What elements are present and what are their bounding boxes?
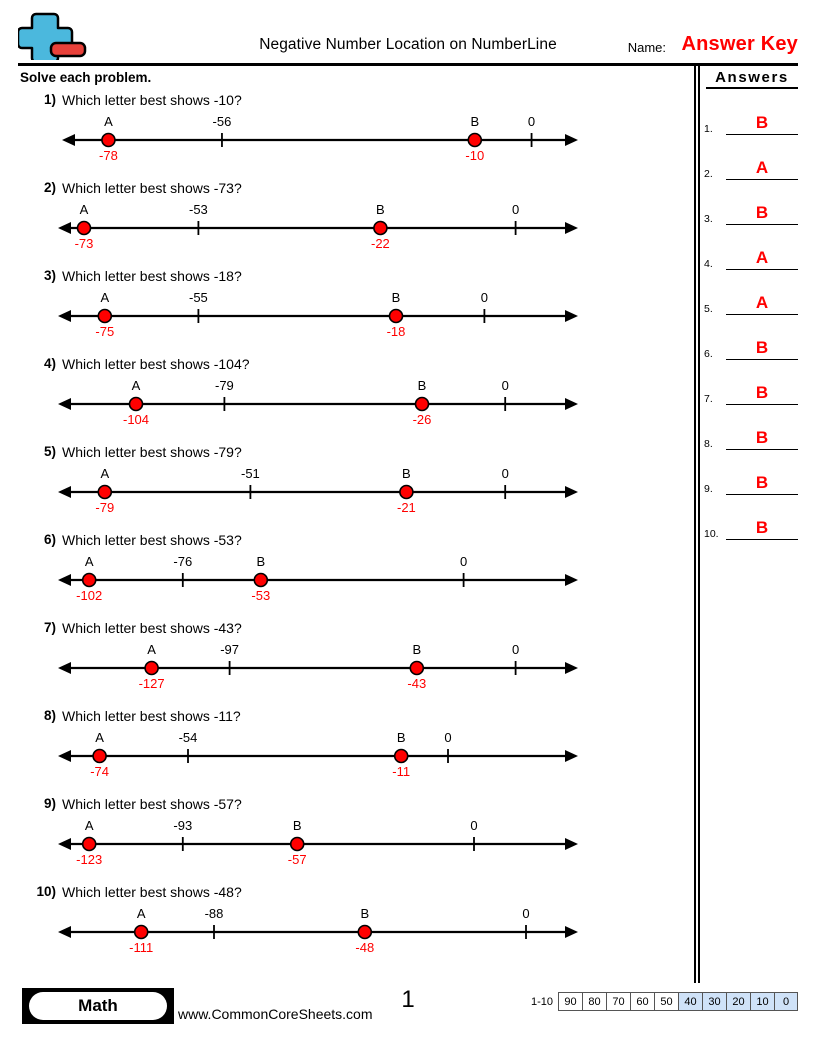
problem-item (0, 444, 690, 532)
number-line-point-label: B (396, 730, 406, 745)
number-line-point-value: -78 (99, 148, 118, 163)
number-line-point-value: -53 (251, 588, 271, 603)
score-scale-box: 70 (606, 992, 630, 1011)
problem-item (0, 356, 690, 444)
number-line-point-label: A (95, 730, 104, 745)
number-line-tick-label: 0 (527, 114, 536, 129)
answer-value: B (755, 383, 769, 402)
score-scale-box: 10 (750, 992, 774, 1011)
number-line-tick-label: -54 (178, 730, 198, 745)
answer-index: 3. (704, 213, 713, 225)
number-line (0, 378, 690, 438)
answer-index: 2. (704, 168, 713, 180)
problem-header (0, 532, 690, 554)
number-line-tick-label: -53 (188, 202, 208, 217)
number-line-tick-label: -56 (212, 114, 232, 129)
problem-number: 7) (43, 620, 56, 635)
number-line-point-label: B (360, 906, 370, 921)
problem-item (0, 92, 690, 180)
number-line-point-label: A (84, 818, 94, 833)
number-line-point-label: A (131, 378, 141, 393)
number-line-axis (0, 818, 690, 878)
problem-item (0, 620, 690, 708)
answer-index: 1. (704, 123, 713, 135)
number-line-tick-label: -79 (214, 378, 234, 393)
number-line-point-value: -22 (370, 236, 390, 251)
number-line-tick-label: -55 (188, 290, 208, 305)
number-line-tick-label: -51 (240, 466, 260, 481)
problem-number: 1) (43, 92, 56, 107)
answer-key-label: Answer Key (681, 33, 798, 55)
score-scale-box: 90 (558, 992, 582, 1011)
answer-index: 5. (704, 303, 713, 315)
score-scale-box: 30 (702, 992, 726, 1011)
number-line-tick-label: 0 (470, 818, 478, 833)
number-line-axis (0, 642, 690, 702)
answer-row (704, 465, 798, 495)
problem-item (0, 180, 690, 268)
number-line-point-value: -127 (138, 676, 165, 691)
number-line-point-value: -48 (355, 940, 375, 955)
number-line-axis (0, 378, 690, 438)
number-line-point-label: B (412, 642, 422, 657)
problem-item (0, 708, 690, 796)
number-line-tick-label: 0 (480, 290, 489, 305)
number-line (0, 114, 690, 174)
answers-title: Answers (706, 69, 798, 89)
number-line-tick-label: 0 (522, 906, 530, 921)
number-line-point-label: B (256, 554, 266, 569)
number-line-point-value: -73 (74, 236, 94, 251)
number-line (0, 642, 690, 702)
page-footer (0, 988, 816, 1056)
number-line-tick-label: 0 (501, 466, 509, 481)
answer-value: B (755, 428, 769, 447)
answer-row (704, 150, 798, 180)
number-line-axis (0, 906, 690, 966)
answer-index: 8. (704, 438, 713, 450)
problem-header (0, 180, 690, 202)
answer-value: A (755, 248, 769, 267)
answer-row (704, 375, 798, 405)
problem-number: 5) (43, 444, 56, 459)
problem-question: Which letter best shows -53? (62, 532, 242, 548)
answer-index: 4. (704, 258, 713, 270)
problem-number: 9) (43, 796, 56, 811)
answer-value: B (755, 203, 769, 222)
number-line-point-label: B (391, 290, 401, 305)
number-line-tick-label: 0 (511, 202, 520, 217)
number-line (0, 202, 690, 262)
problem-number: 8) (43, 708, 56, 723)
number-line-point-value: -10 (465, 148, 485, 163)
score-scale-label: 1-10 (530, 995, 553, 1008)
answer-row (704, 105, 798, 135)
answer-row (704, 510, 798, 540)
number-line (0, 906, 690, 966)
number-line-point-label: A (84, 554, 94, 569)
number-line-point-value: -21 (396, 500, 416, 515)
page-title: Negative Number Location on NumberLine (259, 36, 557, 53)
problem-question: Which letter best shows -73? (62, 180, 242, 196)
answer-value: B (755, 338, 769, 357)
problem-question: Which letter best shows -57? (62, 796, 242, 812)
number-line (0, 730, 690, 790)
problem-number: 4) (43, 356, 56, 371)
number-line-point-value: -75 (95, 324, 115, 339)
answer-row (704, 240, 798, 270)
page-number: 1 (401, 986, 415, 1013)
answers-divider-inner (698, 63, 700, 983)
problem-question: Which letter best shows -104? (62, 356, 250, 372)
problem-header (0, 268, 690, 290)
name-label: Name: (627, 40, 666, 55)
answer-row (704, 195, 798, 225)
number-line-point-label: A (136, 906, 146, 921)
number-line (0, 466, 690, 526)
problem-header (0, 708, 690, 730)
subject-badge-label: Math (29, 992, 167, 1020)
number-line-point-label: A (104, 114, 113, 129)
problem-number: 3) (43, 268, 56, 283)
number-line-point-label: B (470, 114, 480, 129)
problem-header (0, 884, 690, 906)
problem-question: Which letter best shows -11? (62, 708, 241, 724)
answer-value: A (755, 293, 769, 312)
problem-item (0, 884, 690, 972)
number-line-tick-label: 0 (444, 730, 452, 745)
number-line-tick-label: 0 (459, 554, 468, 569)
number-line-point-label: A (147, 642, 156, 657)
number-line-point-label: B (376, 202, 385, 217)
number-line-point-label: A (100, 290, 110, 305)
number-line-tick-label: 0 (511, 642, 520, 657)
answer-index: 9. (704, 483, 713, 495)
number-line-tick-label: -76 (173, 554, 193, 569)
answer-value: A (755, 158, 769, 177)
score-scale-box: 50 (654, 992, 678, 1011)
number-line (0, 554, 690, 614)
number-line-tick-label: 0 (501, 378, 509, 393)
number-line-axis (0, 202, 690, 262)
problem-question: Which letter best shows -48? (62, 884, 242, 900)
problem-list (0, 92, 690, 972)
number-line (0, 818, 690, 878)
number-line-point-value: -57 (287, 852, 307, 867)
problem-question: Which letter best shows -18? (62, 268, 242, 284)
number-line-tick-label: -97 (220, 642, 239, 657)
answer-row (704, 285, 798, 315)
problem-header (0, 444, 690, 466)
number-line-point-label: A (79, 202, 89, 217)
number-line-point-label: B (402, 466, 411, 481)
number-line-point-value: -111 (129, 940, 154, 955)
answer-value: B (755, 518, 769, 537)
problem-header (0, 796, 690, 818)
problem-header (0, 92, 690, 114)
problem-header (0, 356, 690, 378)
score-scale-box: 40 (678, 992, 702, 1011)
problem-header (0, 620, 690, 642)
number-line-point-value: -74 (90, 764, 109, 779)
problem-number: 6) (43, 532, 56, 547)
number-line-point-value: -79 (95, 500, 115, 515)
answer-index: 7. (704, 393, 713, 405)
instructions-text: Solve each problem. (20, 70, 152, 85)
answers-panel (694, 63, 800, 983)
problem-question: Which letter best shows -10? (62, 92, 242, 108)
answer-row (704, 330, 798, 360)
number-line-tick-label: -93 (173, 818, 193, 833)
problem-question: Which letter best shows -79? (62, 444, 242, 460)
number-line-point-label: B (292, 818, 302, 833)
answer-value: B (755, 473, 769, 492)
answer-value: B (755, 113, 769, 132)
problem-item (0, 532, 690, 620)
problem-question: Which letter best shows -43? (62, 620, 242, 636)
problem-number: 10) (36, 884, 56, 899)
number-line-point-label: A (100, 466, 110, 481)
number-line (0, 290, 690, 350)
problem-item (0, 796, 690, 884)
score-scale (531, 992, 798, 1011)
answers-divider-outer (694, 63, 696, 983)
score-scale-box: 60 (630, 992, 654, 1011)
website-url: www.CommonCoreSheets.com (178, 1006, 373, 1022)
answer-index: 6. (704, 348, 713, 360)
number-line-point-value: -102 (76, 588, 103, 603)
score-scale-box: 20 (726, 992, 750, 1011)
number-line-point-value: -43 (407, 676, 427, 691)
number-line-axis (0, 554, 690, 614)
number-line-point-value: -26 (412, 412, 432, 427)
answer-row (704, 420, 798, 450)
score-scale-box: 0 (774, 992, 798, 1011)
page-header (0, 0, 816, 66)
answer-index: 10. (704, 528, 719, 540)
number-line-tick-label: -88 (204, 906, 224, 921)
problem-number: 2) (43, 180, 56, 195)
score-scale-box: 80 (582, 992, 606, 1011)
problem-item (0, 268, 690, 356)
number-line-point-value: -104 (122, 412, 150, 427)
number-line-point-label: B (417, 378, 427, 393)
header-divider (18, 63, 798, 66)
number-line-point-value: -123 (76, 852, 103, 867)
number-line-point-value: -18 (386, 324, 406, 339)
number-line-point-value: -11 (392, 764, 411, 779)
